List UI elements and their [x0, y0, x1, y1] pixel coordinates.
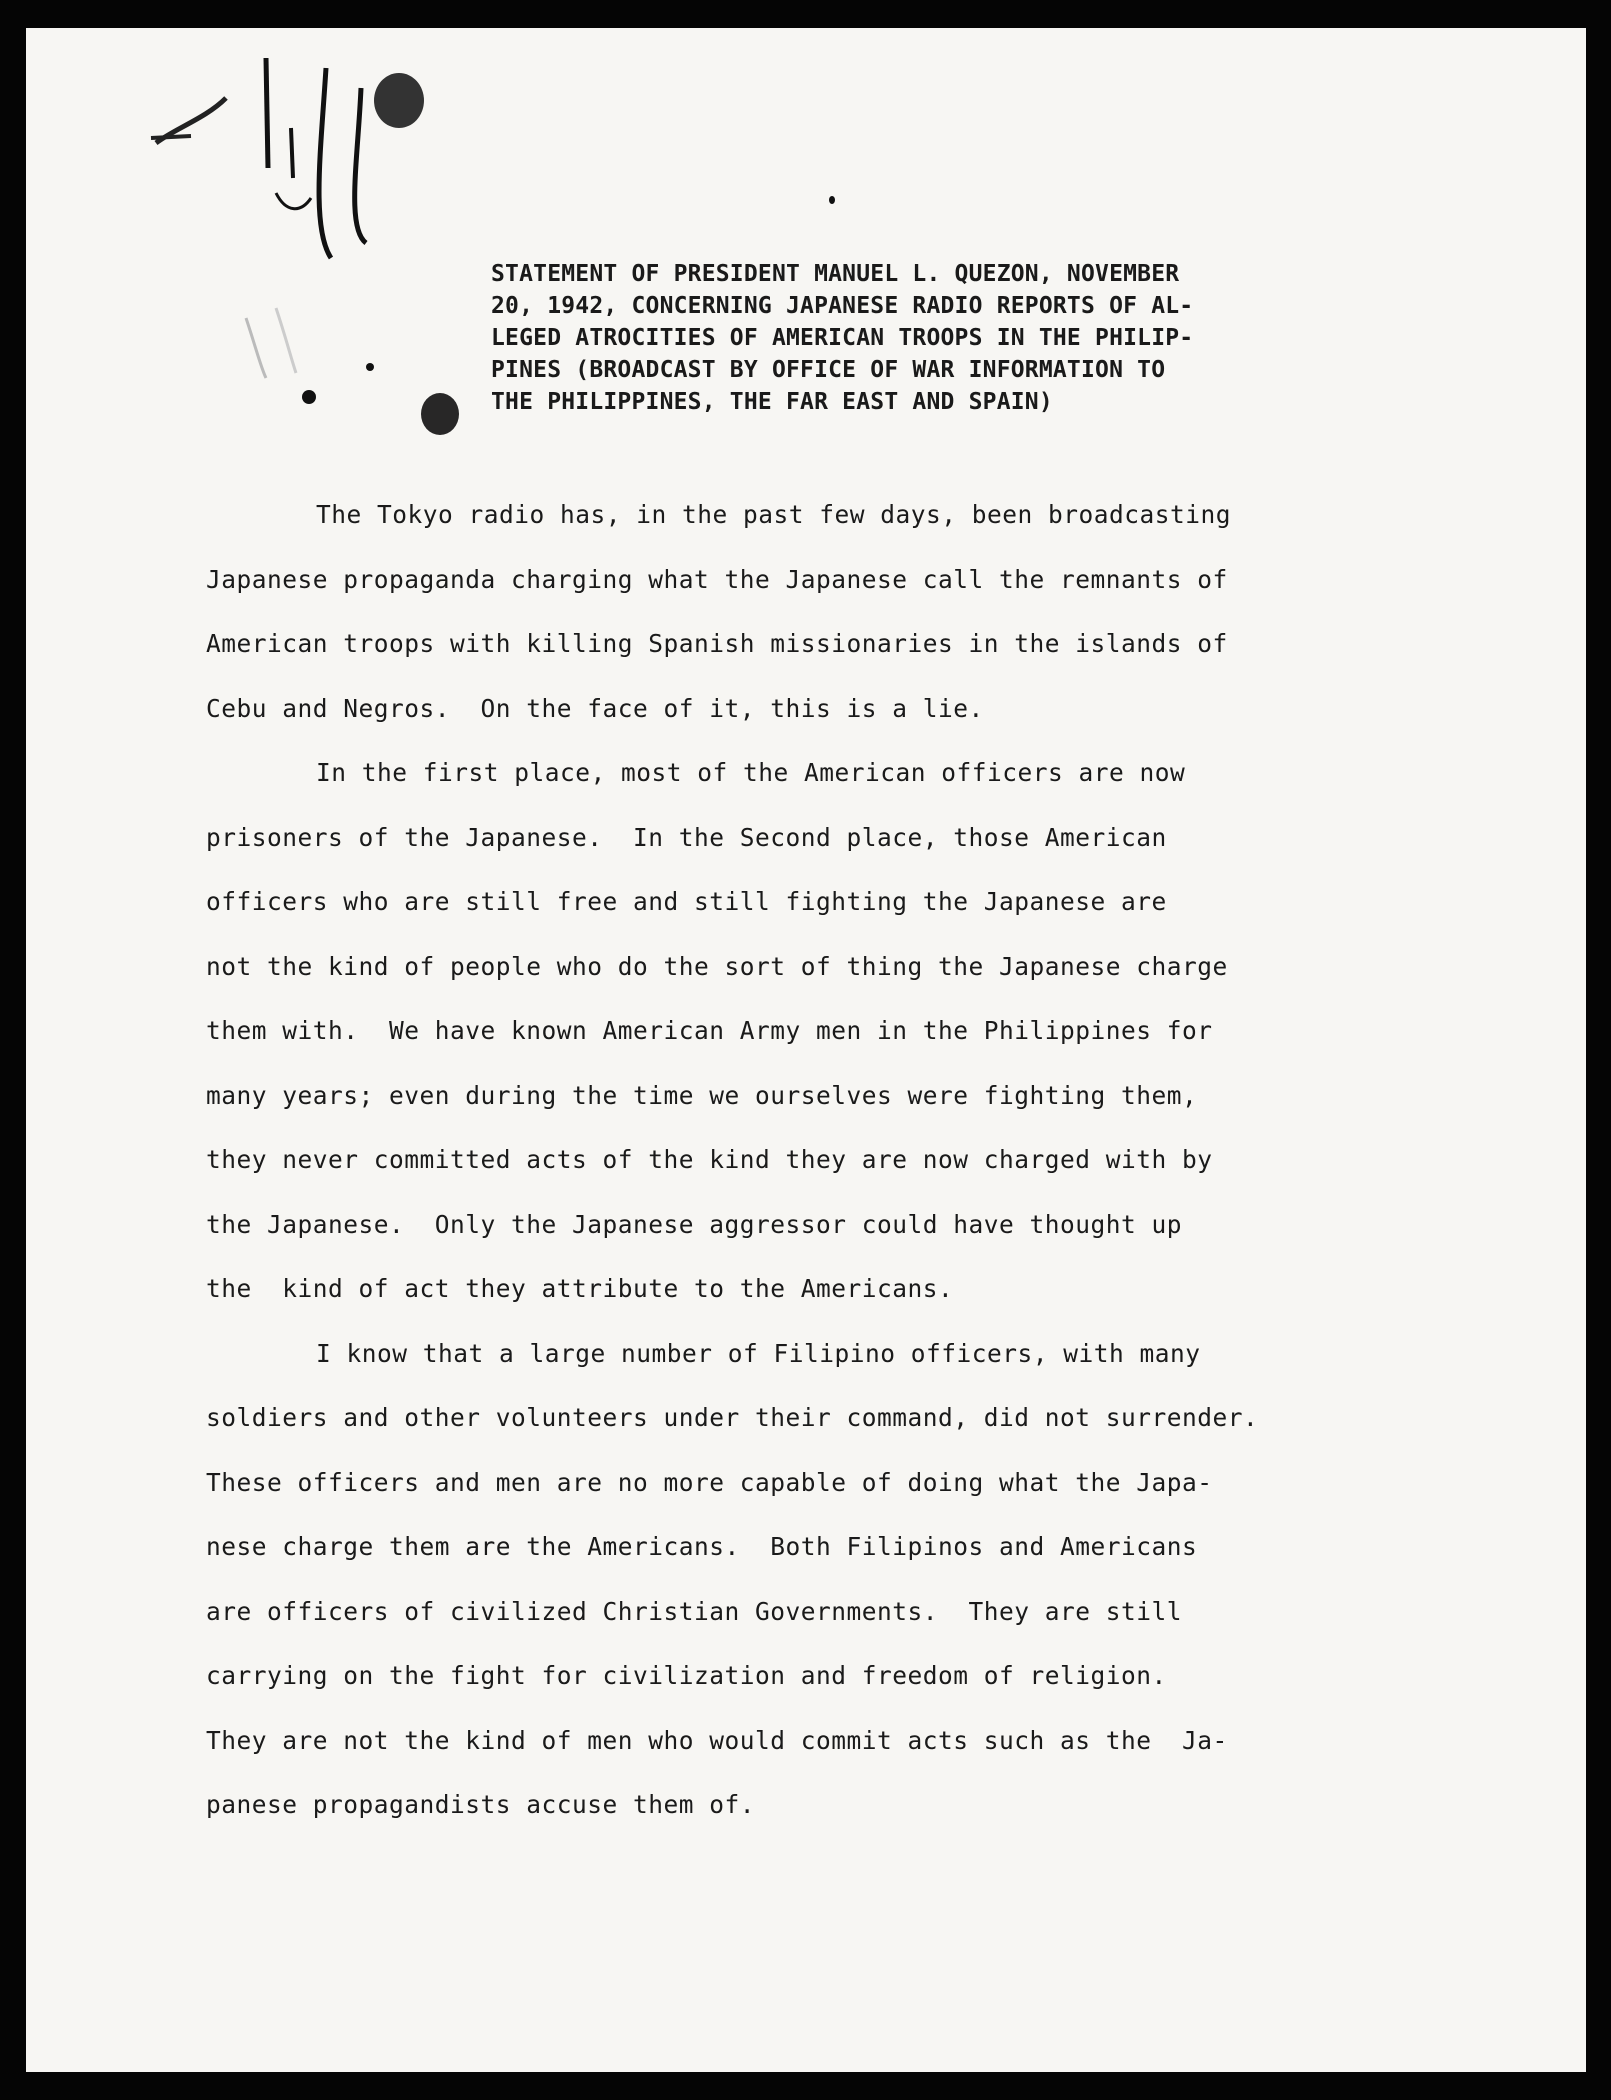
- document-body: [206, 483, 1456, 1838]
- body-line: These officers and men are no more capable of doing what the Japa-: [206, 1467, 1213, 1497]
- ink-blot: [374, 73, 424, 128]
- heading-line: 20, 1942, CONCERNING JAPANESE RADIO REPORTS OF AL-: [491, 293, 1194, 319]
- body-line: not the kind of people who do the sort of thing the Japanese charge: [206, 951, 1228, 981]
- heading-line: LEGED ATROCITIES OF AMERICAN TROOPS IN THE PHILIP-: [491, 325, 1194, 351]
- body-line: the Japanese. Only the Japanese aggressor could have thought up: [206, 1209, 1183, 1239]
- body-line: prisoners of the Japanese. In the Second place, those American: [206, 822, 1167, 852]
- body-line: carrying on the fight for civilization and freedom of religion.: [206, 1661, 1167, 1690]
- body-line: panese propagandists accuse them of.: [206, 1790, 756, 1819]
- body-line: Cebu and Negros. On the face of it, this is a lie.: [206, 693, 984, 723]
- document-heading: [491, 258, 1391, 418]
- body-line: they never committed acts of the kind they are now charged with by: [206, 1145, 1213, 1174]
- body-line: many years; even during the time we ourselves were fighting them,: [206, 1080, 1198, 1110]
- body-line: The Tokyo radio has, in the past few days, been broadcasting: [316, 500, 1232, 529]
- document-page: [26, 28, 1586, 2072]
- body-line: In the first place, most of the American officers are now: [316, 758, 1186, 787]
- heading-line: STATEMENT OF PRESIDENT MANUEL L. QUEZON, NOVEMBER: [491, 261, 1180, 287]
- heading-line: PINES (BROADCAST BY OFFICE OF WAR INFORMATION TO: [491, 357, 1166, 383]
- ink-dot: [829, 196, 835, 204]
- body-line: They are not the kind of men who would commit acts such as the Ja-: [206, 1725, 1228, 1755]
- body-line: officers who are still free and still fighting the Japanese are: [206, 887, 1167, 916]
- body-line: them with. We have known American Army men in the Philippines for: [206, 1016, 1213, 1045]
- paragraph-2: [206, 741, 1456, 1322]
- body-line: are officers of civilized Christian Governments. They are still: [206, 1596, 1183, 1626]
- heading-line: THE PHILIPPINES, THE FAR EAST AND SPAIN): [491, 389, 1053, 415]
- body-line: the kind of act they attribute to the Americans.: [206, 1274, 954, 1303]
- body-line: Japanese propaganda charging what the Japanese call the remnants of: [206, 564, 1228, 594]
- paragraph-3: [206, 1322, 1456, 1838]
- body-line: soldiers and other volunteers under their command, did not surrender.: [206, 1403, 1259, 1432]
- body-line: I know that a large number of Filipino officers, with many: [316, 1338, 1201, 1368]
- ink-blot: [421, 393, 459, 435]
- ink-dot: [302, 390, 316, 404]
- body-line: American troops with killing Spanish missionaries in the islands of: [206, 629, 1228, 658]
- paragraph-1: [206, 483, 1456, 741]
- ink-dot: [366, 363, 374, 371]
- body-line: nese charge them are the Americans. Both Filipinos and Americans: [206, 1532, 1198, 1561]
